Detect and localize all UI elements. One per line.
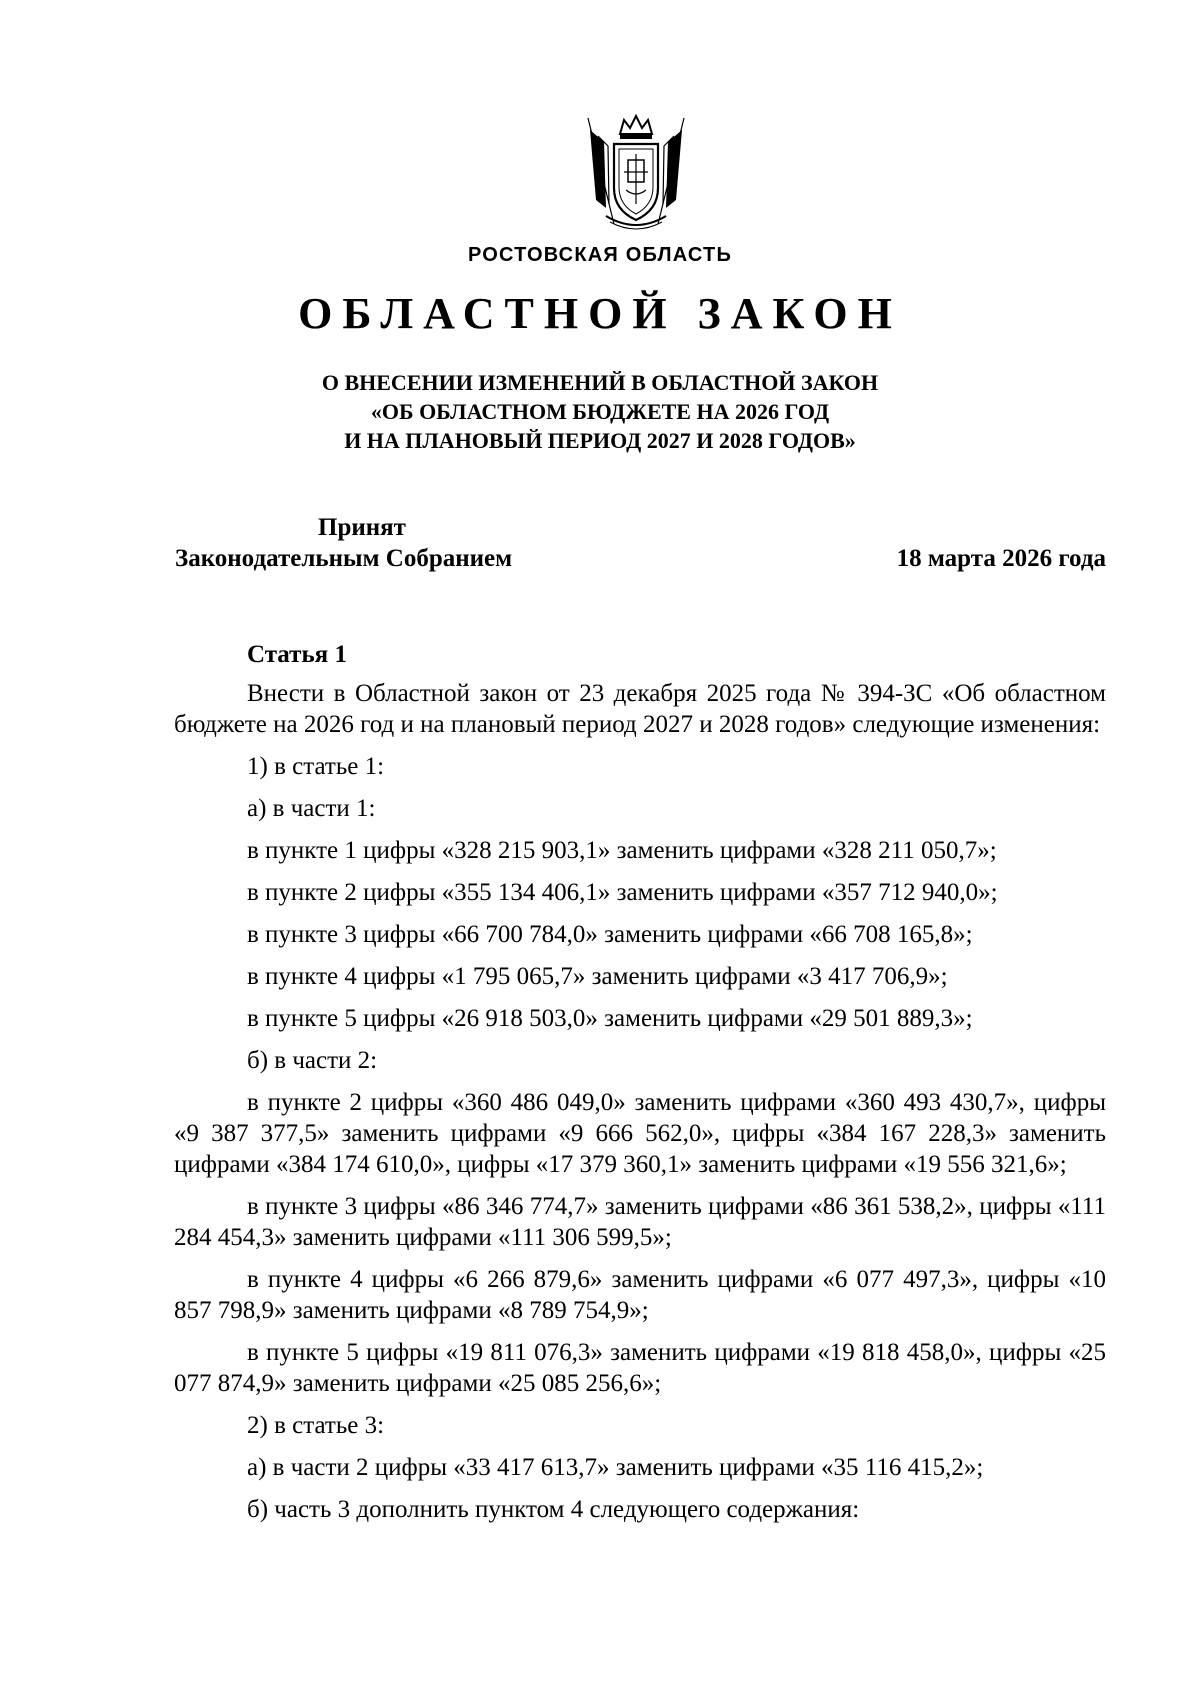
article-paragraph: 2) в статье 3: (247, 1412, 385, 1439)
adoption-date: 18 марта 2026 года (896, 545, 1106, 572)
article-paragraph: в пункте 5 цифры «19 811 076,3» заменить цифрами «19 818 458,0», цифры «25 077 874,9» заменить цифрами «25 085 256,6»; (174, 1339, 1106, 1397)
law-title (0, 368, 1200, 455)
law-title-line: «ОБ ОБЛАСТНОМ БЮДЖЕТЕ НА 2026 ГОД (370, 399, 830, 424)
article-paragraph: а) в части 1: (247, 795, 376, 822)
article-paragraph: б) часть 3 дополнить пунктом 4 следующего содержания: (247, 1496, 860, 1523)
coat-of-arms-icon (584, 112, 688, 232)
law-title-line: И НА ПЛАНОВЫЙ ПЕРИОД 2027 И 2028 ГОДОВ» (344, 428, 856, 453)
article-paragraph: в пункте 2 цифры «360 486 049,0» заменить цифрами «360 493 430,7», цифры «9 387 377,5» заменить цифрами «9 666 562,0», цифры «384 167 228,3» заменить цифрами «384 174 610,0», цифры «17 379 360,1» заменить цифрами «19 556 321,6»; (174, 1089, 1106, 1178)
article-paragraph: 1) в статье 1: (247, 753, 385, 780)
adoption-body: Законодательным Собранием (175, 545, 513, 572)
article-paragraph: в пункте 5 цифры «26 918 503,0» заменить цифрами «29 501 889,3»; (247, 1005, 973, 1032)
article-body (174, 678, 1106, 1536)
article-heading: Статья 1 (247, 641, 347, 668)
article-paragraph: в пункте 2 цифры «355 134 406,1» заменить цифрами «357 712 940,0»; (247, 879, 998, 906)
law-type-heading: ОБЛАСТНОЙ ЗАКОН (298, 289, 902, 338)
article-paragraph: а) в части 2 цифры «33 417 613,7» заменить цифрами «35 116 415,2»; (247, 1454, 984, 1481)
adoption-label: Принят (318, 514, 406, 541)
region-name: РОСТОВСКАЯ ОБЛАСТЬ (467, 244, 733, 266)
article-paragraph: в пункте 4 цифры «1 795 065,7» заменить цифрами «3 417 706,9»; (247, 963, 948, 990)
article-paragraph: в пункте 3 цифры «86 346 774,7» заменить цифрами «86 361 538,2», цифры «111 284 454,3» заменить цифрами «111 306 599,5»; (174, 1193, 1106, 1251)
article-paragraph: в пункте 4 цифры «6 266 879,6» заменить цифрами «6 077 497,3», цифры «10 857 798,9» заменить цифрами «8 789 754,9»; (174, 1266, 1106, 1324)
article-paragraph: в пункте 1 цифры «328 215 903,1» заменить цифрами «328 211 050,7»; (247, 837, 997, 864)
article-paragraph: б) в части 2: (247, 1047, 378, 1074)
article-paragraph: в пункте 3 цифры «66 700 784,0» заменить цифрами «66 708 165,8»; (247, 921, 973, 948)
article-paragraph: Внести в Областной закон от 23 декабря 2025 года № 394-ЗС «Об областном бюджете на 2026 год и на плановый период 2027 и 2028 годов» следующие изменения: (174, 680, 1106, 738)
law-title-line: О ВНЕСЕНИИ ИЗМЕНЕНИЙ В ОБЛАСТНОЙ ЗАКОН (321, 370, 879, 395)
